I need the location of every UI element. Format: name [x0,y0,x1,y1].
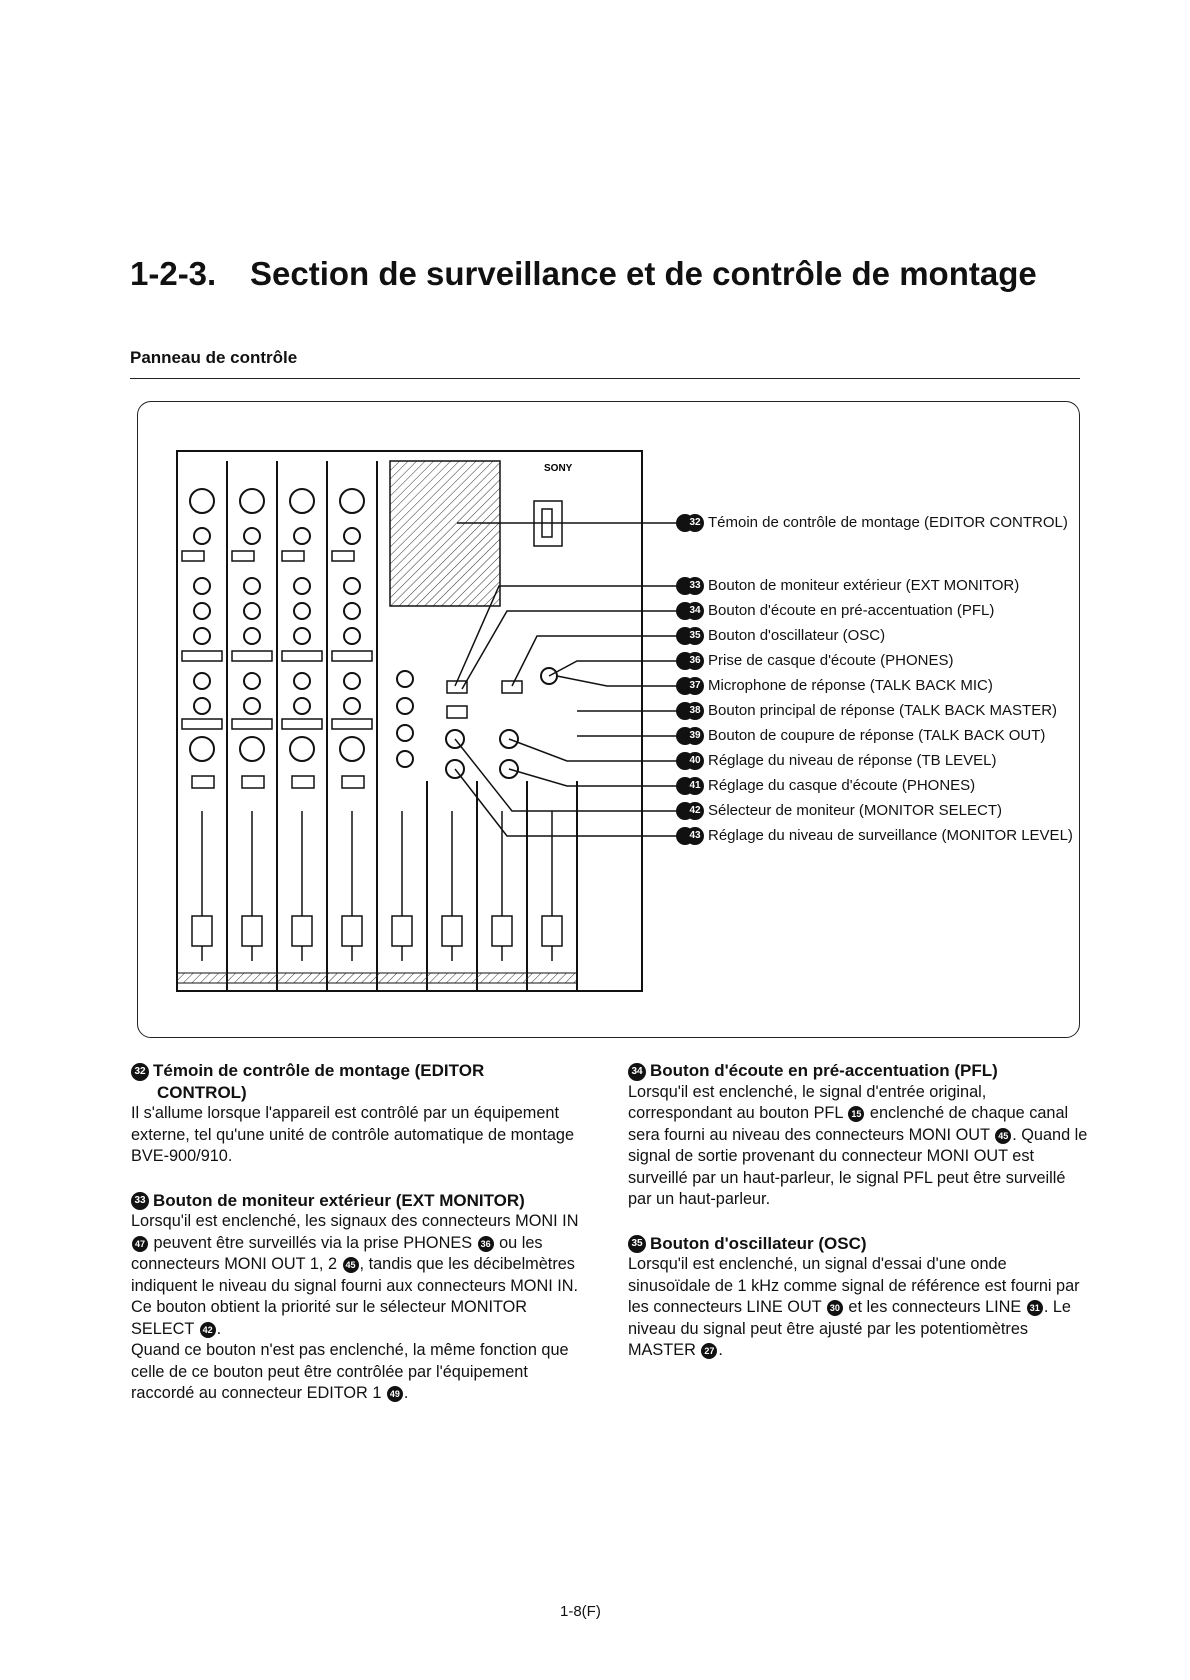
ref-badge: 47 [132,1236,148,1252]
callout-32-label: 32 Témoin de contrôle de montage (EDITOR CONTROL) [686,514,1068,532]
callout-38-label: 38 Bouton principal de réponse (TALK BACK MASTER) [686,702,1057,720]
description-34-text-1: Lorsqu'il est enclenché, le signal d'entrée original, correspondant au bouton PFL [628,1082,987,1122]
callout-badge: 43 [686,827,704,845]
description-35-body [628,1254,1088,1362]
callout-badge: 36 [686,652,704,670]
description-33-text-6: Quand ce bouton n'est pas enclenché, la même fonction que celle de ce bouton peut être contrôlée par l'équipement raccordé au connecteur EDITOR 1 [131,1341,569,1402]
channel-knobs [190,489,557,778]
ref-badge: 45 [343,1257,359,1273]
description-35-text-1: Lorsqu'il est enclenché, un signal d'essai d'une onde sinusoïdale de 1 kHz comme signal de référence est fourni par les connecteurs LINE OUT [628,1255,1080,1316]
description-33-text-2: peuvent être surveillés via la prise PHONES [153,1233,473,1252]
callout-39-label: 39 Bouton de coupure de réponse (TALK BACK OUT) [686,727,1045,745]
description-35-badge: 35 [628,1235,646,1253]
ref-badge: 31 [1027,1300,1043,1316]
meter-bay [390,461,500,606]
callout-badge: 35 [686,627,704,645]
description-32 [131,1060,591,1168]
callout-33-label: 33 Bouton de moniteur extérieur (EXT MONITOR) [686,577,1019,595]
callout-35-label: 35 Bouton d'oscillateur (OSC) [686,627,885,645]
bottom-strip [177,973,577,983]
callout-43-label: 43 Réglage du niveau de surveillance (MONITOR LEVEL) [686,827,1073,845]
callout-badge: 42 [686,802,704,820]
brand-logo: SONY [544,463,573,474]
ref-badge: 30 [827,1300,843,1316]
description-33-title-text: Bouton de moniteur extérieur (EXT MONITOR) [153,1190,525,1210]
description-34-title-text: Bouton d'écoute en pré-accentuation (PFL) [650,1061,998,1080]
ref-badge: 15 [848,1106,864,1122]
callout-42-label: 42 Sélecteur de moniteur (MONITOR SELECT) [686,802,1002,820]
callout-37-label: 37 Microphone de réponse (TALK BACK MIC) [686,677,993,695]
page-number: 1-8(F) [560,1603,601,1620]
callout-badge: 33 [686,577,704,595]
description-34-text-2: enclenché de chaque canal sera fourni au niveau des connecteurs MONI OUT [628,1104,1069,1144]
callout-badge: 40 [686,752,704,770]
description-33-badge: 33 [131,1192,149,1210]
callout-41-label: 41 Réglage du casque d'écoute (PHONES) [686,777,975,795]
description-35 [628,1233,1088,1362]
callout-badge: 39 [686,727,704,745]
ref-badge: 45 [995,1128,1011,1144]
callout-40-label: 40 Réglage du niveau de réponse (TB LEVEL) [686,752,997,770]
callout-36-label: 36 Prise de casque d'écoute (PHONES) [686,652,953,670]
ref-badge: 27 [701,1343,717,1359]
ref-badge: 49 [387,1386,403,1402]
subheading: Panneau de contrôle [130,348,298,367]
description-35-text-4: . [718,1341,723,1359]
description-34-text-3: . Quand le signal de sortie provenant du connecteur MONI OUT est surveillé par un haut-parleur, le signal PFL peut être surveillé par un haut-parleur. [628,1125,1088,1208]
description-33-body [131,1211,591,1405]
ref-badge: 36 [478,1236,494,1252]
description-32-title-line1: Témoin de contrôle de montage (EDITOR [153,1061,485,1080]
description-column-right [628,1060,1088,1384]
description-35-title [628,1233,1088,1255]
description-33-text-7: . [403,1384,409,1402]
callout-badge: 37 [686,677,704,695]
callout-badge: 34 [686,602,704,620]
description-33-text-5: . [216,1319,222,1338]
ref-badge: 42 [200,1322,216,1338]
description-32-title-line2: CONTROL) [157,1082,247,1102]
description-33-text-1: Lorsqu'il est enclenché, les signaux des connecteurs MONI IN [131,1212,579,1230]
description-34 [628,1060,1088,1211]
description-34-body [628,1082,1088,1211]
callout-badge: 32 [686,514,704,532]
description-33-title [131,1190,591,1212]
description-32-badge: 32 [131,1063,149,1081]
description-34-badge: 34 [628,1063,646,1081]
description-35-text-2: et les connecteurs LINE [848,1298,1022,1316]
description-column-left [131,1060,591,1427]
callout-badge: 38 [686,702,704,720]
description-35-title-text: Bouton d'oscillateur (OSC) [650,1233,867,1253]
description-33-text-3: ou les connecteurs MONI OUT 1, 2 [131,1233,543,1273]
description-33-text-4: , tandis que les décibelmètres indiquent le niveau du signal fourni aux connecteurs MONI IN. Ce bouton obtient la priorité sur le sélecteur MONITOR SELECT [131,1255,579,1338]
description-33 [131,1190,591,1405]
heading-rule [130,378,1080,379]
page-title: Section de surveillance et de contrôle de montage [250,255,1037,292]
description-35-text-3: . Le niveau du signal peut être ajusté par les potentiomètres MASTER [628,1298,1071,1359]
callout-34-label: 34 Bouton d'écoute en pré-accentuation (PFL) [686,602,994,620]
section-number: 1-2-3. [130,255,217,292]
description-34-title [628,1060,1088,1082]
mixer-panel-illustration [137,401,697,1011]
description-32-body: Il s'allume lorsque l'appareil est contrôlé par un équipement externe, tel qu'une unité de contrôle automatique de montage BVE-900/910. [131,1104,575,1165]
channel-switches [182,501,562,788]
callout-badge: 41 [686,777,704,795]
description-32-title [131,1060,591,1103]
